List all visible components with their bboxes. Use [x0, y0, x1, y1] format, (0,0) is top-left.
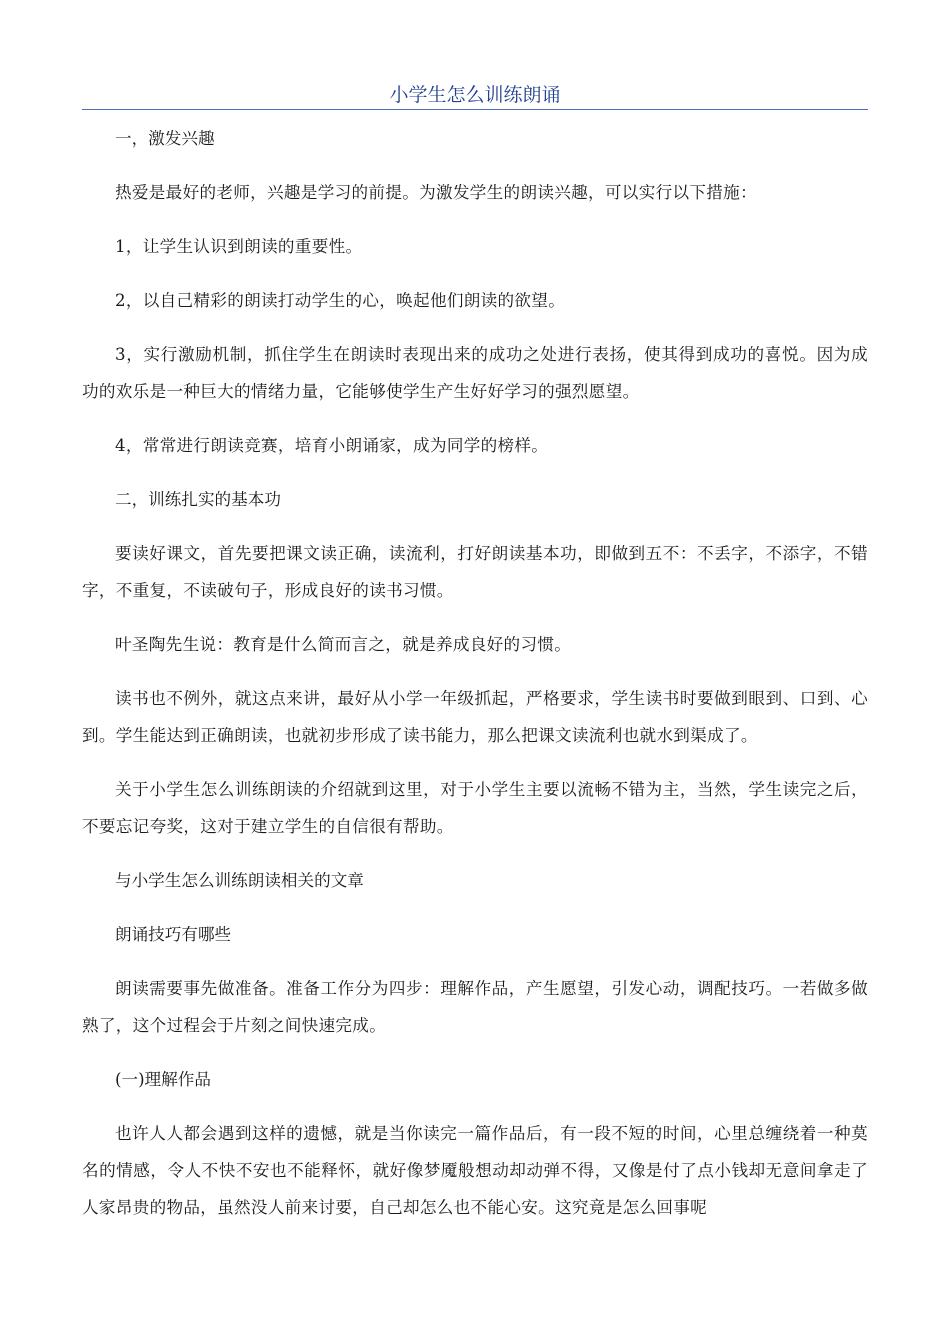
list-item: 4，常常进行朗读竞赛，培育小朗诵家，成为同学的榜样。 — [115, 436, 549, 455]
paragraph: 关于小学生怎么训练朗读的介绍就到这里，对于小学生主要以流畅不错为主，当然，学生读完之后，不要忘记夸奖，这对于建立学生的自信很有帮助。 — [82, 780, 868, 836]
paragraph: 朗读需要事先做准备。准备工作分为四步：理解作品，产生愿望，引发心动，调配技巧。一若做多做熟了，这个过程会于片刻之间快速完成。 — [82, 979, 868, 1035]
paragraph: 读书也不例外，就这点来讲，最好从小学一年级抓起，严格要求，学生读书时要做到眼到、口到、心到。学生能达到正确朗读，也就初步形成了读书能力，那么把课文读流利也就水到渠成了。 — [82, 689, 868, 745]
section-heading-basics: 二，训练扎实的基本功 — [115, 490, 281, 509]
related-articles-heading: 与小学生怎么训练朗读相关的文章 — [115, 871, 364, 890]
list-item: 1，让学生认识到朗读的重要性。 — [115, 237, 363, 256]
subsection-heading-understand: (一)理解作品 — [115, 1070, 211, 1089]
paragraph: 要读好课文，首先要把课文读正确，读流利，打好朗读基本功，即做到五不：不丢字，不添字，不错字，不重复，不读破句子，形成良好的读书习惯。 — [82, 544, 868, 600]
paragraph: 热爱是最好的老师，兴趣是学习的前提。为激发学生的朗读兴趣，可以实行以下措施： — [115, 183, 757, 202]
document-title: 小学生怎么训练朗诵 — [389, 84, 561, 106]
document-body — [82, 120, 868, 1243]
paragraph: 也许人人都会遇到这样的遗憾，就是当你读完一篇作品后，有一段不短的时间，心里总缠绕着一种莫名的情感，令人不快不安也不能释怀，就好像梦魇般想动却动弹不得，又像是付了点小钱却无意间拿走了人家昂贵的物品，虽然没人前来讨要，自己却怎么也不能心安。这究竟是怎么回事呢 — [82, 1124, 868, 1217]
section-heading-interest: 一，激发兴趣 — [115, 129, 215, 148]
list-item: 2，以自己精彩的朗读打动学生的心，唤起他们朗读的欲望。 — [115, 291, 566, 310]
subsection-heading-techniques: 朗诵技巧有哪些 — [115, 925, 232, 944]
paragraph: 叶圣陶先生说：教育是什么简而言之，就是养成良好的习惯。 — [115, 635, 572, 654]
list-item: 3，实行激励机制，抓住学生在朗读时表现出来的成功之处进行表扬，使其得到成功的喜悦。因为成功的欢乐是一种巨大的情绪力量，它能够使学生产生好好学习的强烈愿望。 — [82, 345, 868, 401]
title-underline — [82, 109, 868, 110]
